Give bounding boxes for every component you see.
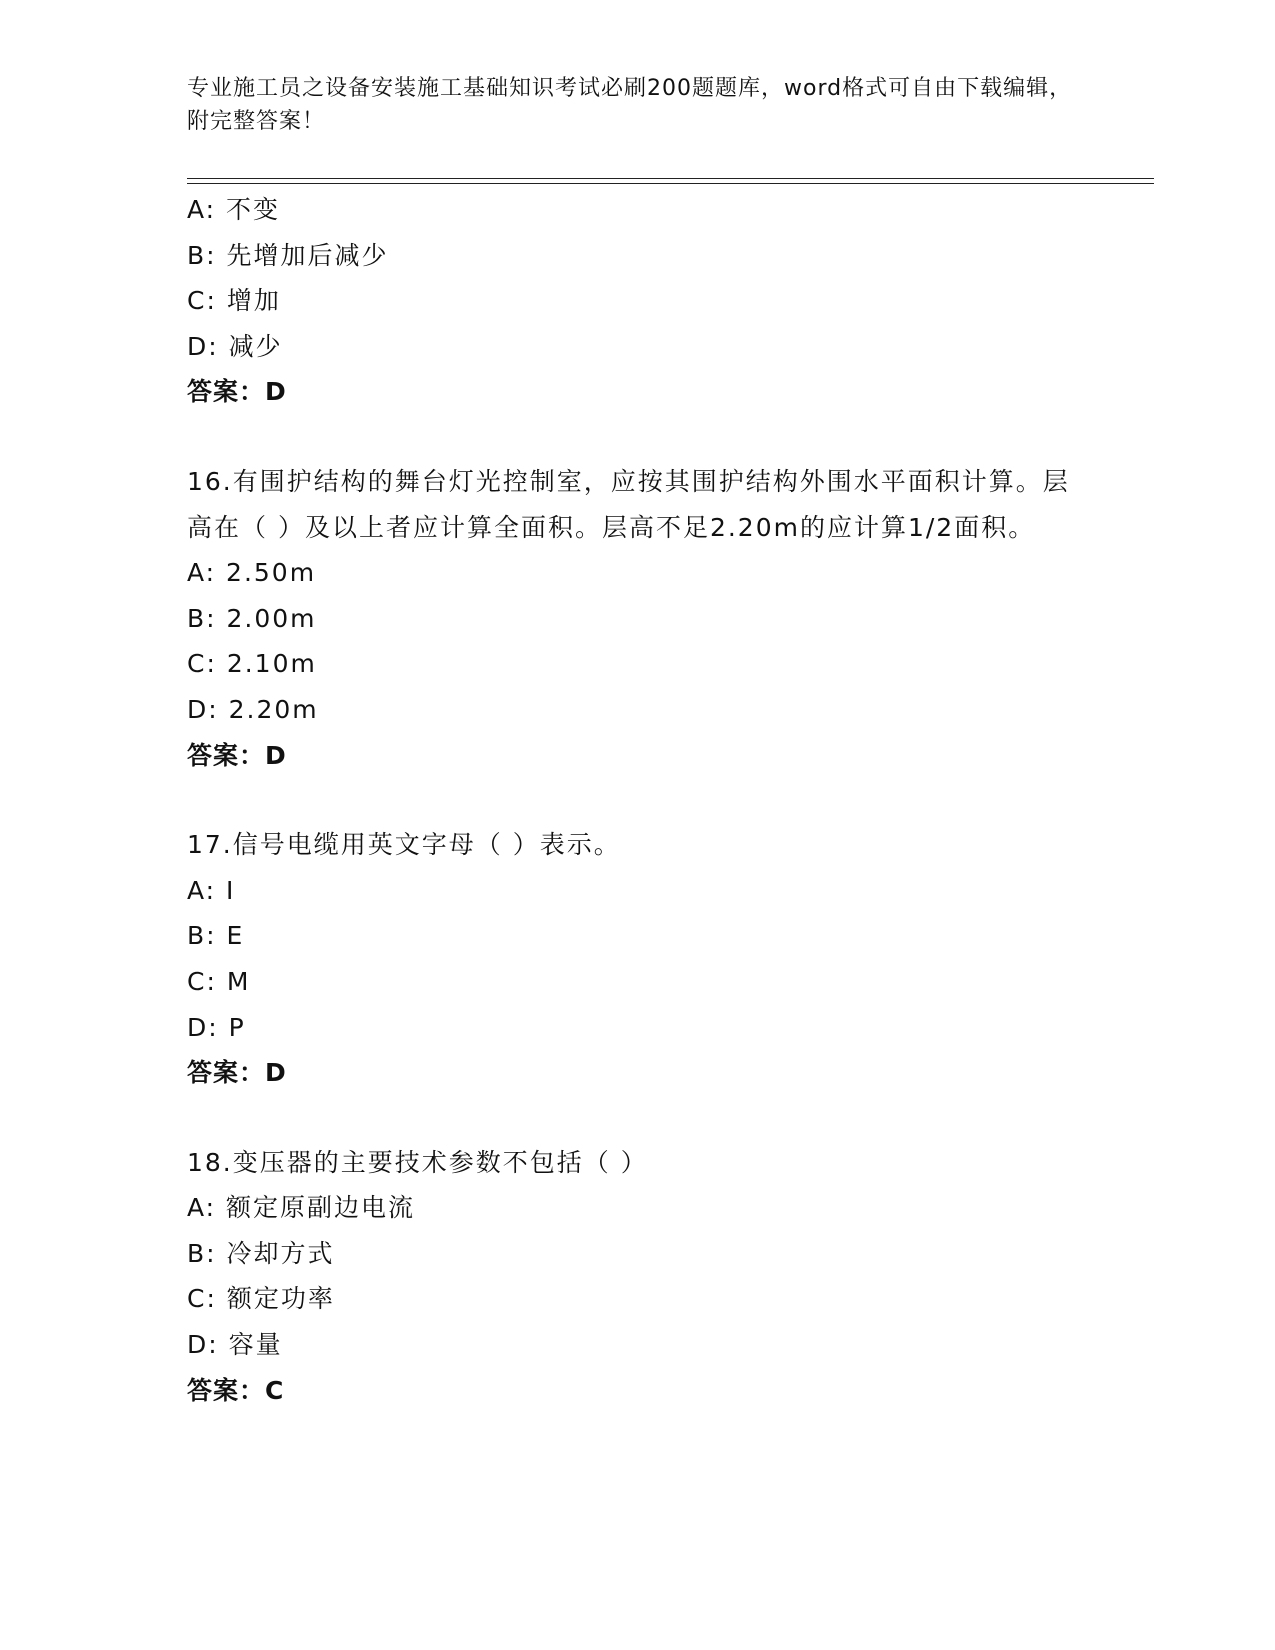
question-17	[187, 822, 1087, 1096]
option-b: B: E	[187, 921, 245, 951]
document-header: 专业施工员之设备安装施工基础知识考试必刷200题题库，word格式可自由下载编辑，附完整答案！	[187, 76, 1073, 134]
option-b: B: 2.00m	[187, 603, 317, 633]
answer: 答案：D	[187, 740, 287, 770]
question-16	[187, 459, 1087, 778]
option-d: D: 减少	[187, 331, 283, 361]
question-text: 16.有围护结构的舞台灯光控制室，应按其围护结构外围水平面积计算。层高在（ ）及以上者应计算全面积。层高不足2.20m的应计算1/2面积。	[187, 466, 1070, 542]
question-block-continued	[187, 187, 1087, 415]
header-rule-top	[187, 178, 1154, 179]
option-a: A: 2.50m	[187, 558, 317, 588]
option-c: C: 增加	[187, 286, 281, 316]
option-a: A: I	[187, 875, 236, 905]
question-text: 18.变压器的主要技术参数不包括（ ）	[187, 1147, 648, 1177]
option-b: B: 冷却方式	[187, 1238, 335, 1268]
option-a: A: 额定原副边电流	[187, 1193, 416, 1223]
header-rule-bottom	[187, 183, 1154, 184]
option-a: A: 不变	[187, 195, 281, 224]
answer: 答案：D	[187, 377, 287, 407]
answer: 答案：D	[187, 1058, 287, 1088]
option-c: C: 额定功率	[187, 1284, 335, 1314]
question-18	[187, 1140, 1087, 1414]
option-c: C: 2.10m	[187, 649, 317, 679]
option-b: B: 先增加后减少	[187, 240, 389, 270]
option-d: D: 2.20m	[187, 694, 319, 724]
option-d: D: 容量	[187, 1330, 283, 1360]
question-list	[187, 187, 1087, 1413]
option-c: C: M	[187, 966, 251, 996]
question-text: 17.信号电缆用英文字母（ ）表示。	[187, 830, 621, 860]
option-d: D: P	[187, 1012, 246, 1042]
answer: 答案：C	[187, 1375, 285, 1405]
